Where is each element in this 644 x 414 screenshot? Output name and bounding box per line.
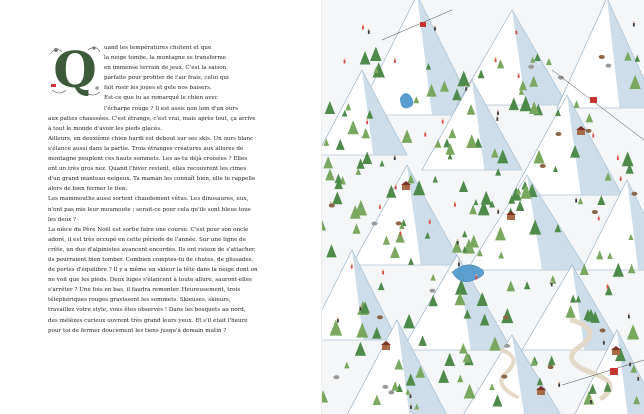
skier-head (344, 58, 346, 60)
skier-head (362, 24, 364, 26)
text-line: parfaite pour profiter de l'air frais, celui qui (104, 75, 229, 82)
skier-head (379, 204, 381, 206)
text-line: Ailleurs, un deuxième chien hardi est debout sur ses skis. Un ours blanc (48, 135, 254, 142)
skier-figure (475, 276, 477, 280)
text-line: Les mammouths aussi sortent chaudement vêtus. Les dinosaures, eux, (48, 196, 249, 203)
animal (329, 203, 335, 207)
text-line: d'un grand manteau neigeux. Ta maman les connaît bien, elle te rappelle (48, 176, 256, 183)
chalet (537, 390, 545, 395)
skier-figure (359, 307, 361, 311)
skier-figure (465, 87, 467, 91)
animal (388, 390, 394, 394)
text-line: de pertes d'équilibre ? Il y a même un skieur la tête dans la neige dont on (48, 267, 258, 274)
skier-figure (382, 271, 384, 275)
cable-car (590, 97, 597, 103)
animal (600, 328, 606, 332)
text-line: ils pourraient bien tomber. Combien comptes-tu de chutes, de glissades, (48, 256, 254, 263)
text-line: les deux ? (48, 216, 77, 223)
animal (586, 129, 592, 133)
skier-head (399, 230, 401, 232)
skier-head (497, 110, 499, 112)
skier-figure (603, 341, 605, 345)
skier-figure (454, 203, 456, 207)
skier-head (558, 381, 560, 383)
skier-figure (628, 315, 630, 319)
skier-head (475, 274, 477, 276)
skier-figure (368, 30, 370, 34)
skier-head (551, 281, 553, 283)
animal (605, 64, 611, 68)
skier-head (628, 313, 630, 315)
skier-figure (337, 319, 339, 323)
skier-head (603, 339, 605, 341)
skier-figure (344, 60, 346, 64)
skier-figure (497, 111, 499, 115)
skier-head (515, 29, 517, 31)
skier-figure (633, 23, 635, 27)
skier-head (382, 269, 384, 271)
animal (429, 289, 435, 293)
skier-figure (434, 27, 436, 31)
skier-head (429, 218, 431, 220)
text-line: travaillez votre style, vous êtes observés ! Dans les bosquets au nord, (48, 307, 246, 314)
skier-head (495, 57, 497, 59)
skier-head (394, 155, 396, 157)
skier-figure (394, 157, 396, 161)
skier-figure (592, 134, 594, 138)
text-line: des mélèzes curieux ouvrent très grand leurs yeux. Et s'il était l'heure (48, 317, 248, 324)
skier-figure (457, 241, 459, 245)
skier-head (366, 119, 368, 121)
skier-figure (495, 59, 497, 63)
skier-head (598, 215, 600, 217)
skier-head (410, 393, 412, 395)
text-line: l'écharpe rouge ? Il est assis non loin d'un ours (104, 105, 238, 112)
animal (377, 315, 383, 319)
animal (382, 385, 388, 389)
animal (548, 365, 554, 369)
skier-figure (558, 383, 560, 387)
skier-head (351, 263, 353, 265)
skier-figure (394, 59, 396, 63)
skier-head (465, 85, 467, 87)
skier-figure (410, 406, 412, 410)
skier-figure (429, 220, 431, 224)
animal (631, 192, 637, 196)
text-line: la neige tombe, la montagne se transforme (104, 55, 227, 62)
animal (528, 65, 534, 69)
skier-head (434, 25, 436, 27)
skier-head (330, 201, 332, 203)
skier-figure (590, 400, 592, 404)
skier-head (617, 155, 619, 157)
story-text (48, 43, 310, 336)
skier-figure (379, 206, 381, 210)
text-line: montagne peuplent ces hauts sommets. Les as-tu déjà croisées ? Elles (48, 156, 248, 163)
skier-figure (551, 283, 553, 287)
skier-head (457, 239, 459, 241)
skier-head (424, 131, 426, 133)
text-line: téléphériques rouges gravissent les sommets. Skieuses, skieurs, (48, 297, 231, 304)
text-line: Est-ce que tu as remarqué le chien avec (104, 95, 218, 102)
skier-head (620, 175, 622, 177)
animal (396, 221, 402, 225)
skier-head (337, 317, 339, 319)
text-line: s'élance aussi dans la partie. Trois étranges créatures aux allures de (48, 145, 244, 152)
skier-figure (399, 232, 401, 236)
skier-figure (620, 177, 622, 181)
chalet (382, 345, 390, 350)
chalet (402, 185, 410, 190)
chalet (577, 130, 585, 135)
skier-head (368, 28, 370, 30)
skier-figure (598, 217, 600, 221)
skier-head (458, 261, 460, 263)
skier-head (629, 361, 631, 363)
text-line: s'arrêter ? Une fois en bas, il faudra remonter. Heureusement, trois (48, 287, 241, 294)
skier-figure (366, 121, 368, 125)
skier-head (592, 132, 594, 134)
skier-figure (518, 74, 520, 78)
text-line: adoré, il est très occupé en cette période de l'année. Sur une ligne de (48, 236, 246, 243)
skier-head (518, 73, 520, 75)
skier-figure (575, 199, 577, 203)
skier-figure (351, 265, 353, 269)
skier-figure (424, 133, 426, 137)
text-line: aux pattes chaussées. C'est étrange, c'est vrai, mais après tout, ça arrive (48, 115, 256, 122)
text-line: en immense terrain de jeux. C'est la saison (104, 65, 227, 72)
animal (555, 132, 561, 136)
animal (592, 210, 598, 214)
text-line: pour toi de fermer doucement les tiens jusqu'à demain matin ? (48, 327, 227, 334)
skier-figure (607, 285, 609, 289)
skier-head (590, 398, 592, 400)
skier-head (454, 201, 456, 203)
chalet (612, 350, 620, 355)
skier-head (394, 58, 396, 60)
animal (371, 222, 377, 226)
animal (599, 55, 605, 59)
skier-head (633, 21, 635, 23)
skier-head (442, 118, 444, 120)
text-line: ont un très gros nez. Quand l'hiver revient, elles recouvrent les cimes (48, 166, 247, 173)
skier-figure (497, 210, 499, 214)
skier-head (637, 375, 639, 377)
skier-figure (442, 120, 444, 124)
animal (503, 315, 509, 319)
text-line: crête, un duo d'alpinistes avancent encordés. Ils ont raison de s'attacher, (48, 246, 256, 253)
text-line: fait rosir les joues et gele nos baisers. (104, 85, 212, 92)
text-line: alors de bien fermer le tien. (48, 186, 128, 193)
skier-figure (617, 156, 619, 160)
right-page (322, 0, 644, 414)
skier-figure (458, 263, 460, 267)
text-line: à tout le monde d'avoir les pieds glacés. (48, 125, 162, 132)
animal (333, 375, 339, 379)
skier-figure (362, 26, 364, 30)
skier-figure (410, 395, 412, 399)
text-line: La nièce du Père Noël est sortie faire une course. C'est pour son oncle (48, 226, 249, 233)
chalet (507, 215, 515, 220)
skier-head (497, 208, 499, 210)
skier-head (607, 283, 609, 285)
animal (504, 344, 510, 348)
skier-head (395, 184, 397, 186)
skier-head (575, 197, 577, 199)
drop-cap-letter: Q (53, 40, 97, 99)
skier-head (359, 305, 361, 307)
animal (558, 76, 564, 80)
skier-figure (515, 31, 517, 35)
animal (540, 164, 546, 168)
text-line: uand les températures chutent et que (104, 45, 212, 51)
skier-head (410, 404, 412, 406)
mountain-illustration (322, 0, 644, 414)
animal (501, 375, 507, 379)
skier-head (496, 116, 498, 118)
cable-car (610, 368, 618, 375)
skier-figure (395, 186, 397, 190)
text-line: n'ont pas mis leur moumoute ; serait-ce pour cela qu'ils sont bleus tous (48, 206, 251, 213)
cable-car (420, 22, 426, 27)
skier-figure (496, 117, 498, 121)
skier-figure (637, 377, 639, 381)
text-line: ne voit que les pieds. Deux luges s'élancent à toute allure, sauront-elles (48, 277, 252, 284)
